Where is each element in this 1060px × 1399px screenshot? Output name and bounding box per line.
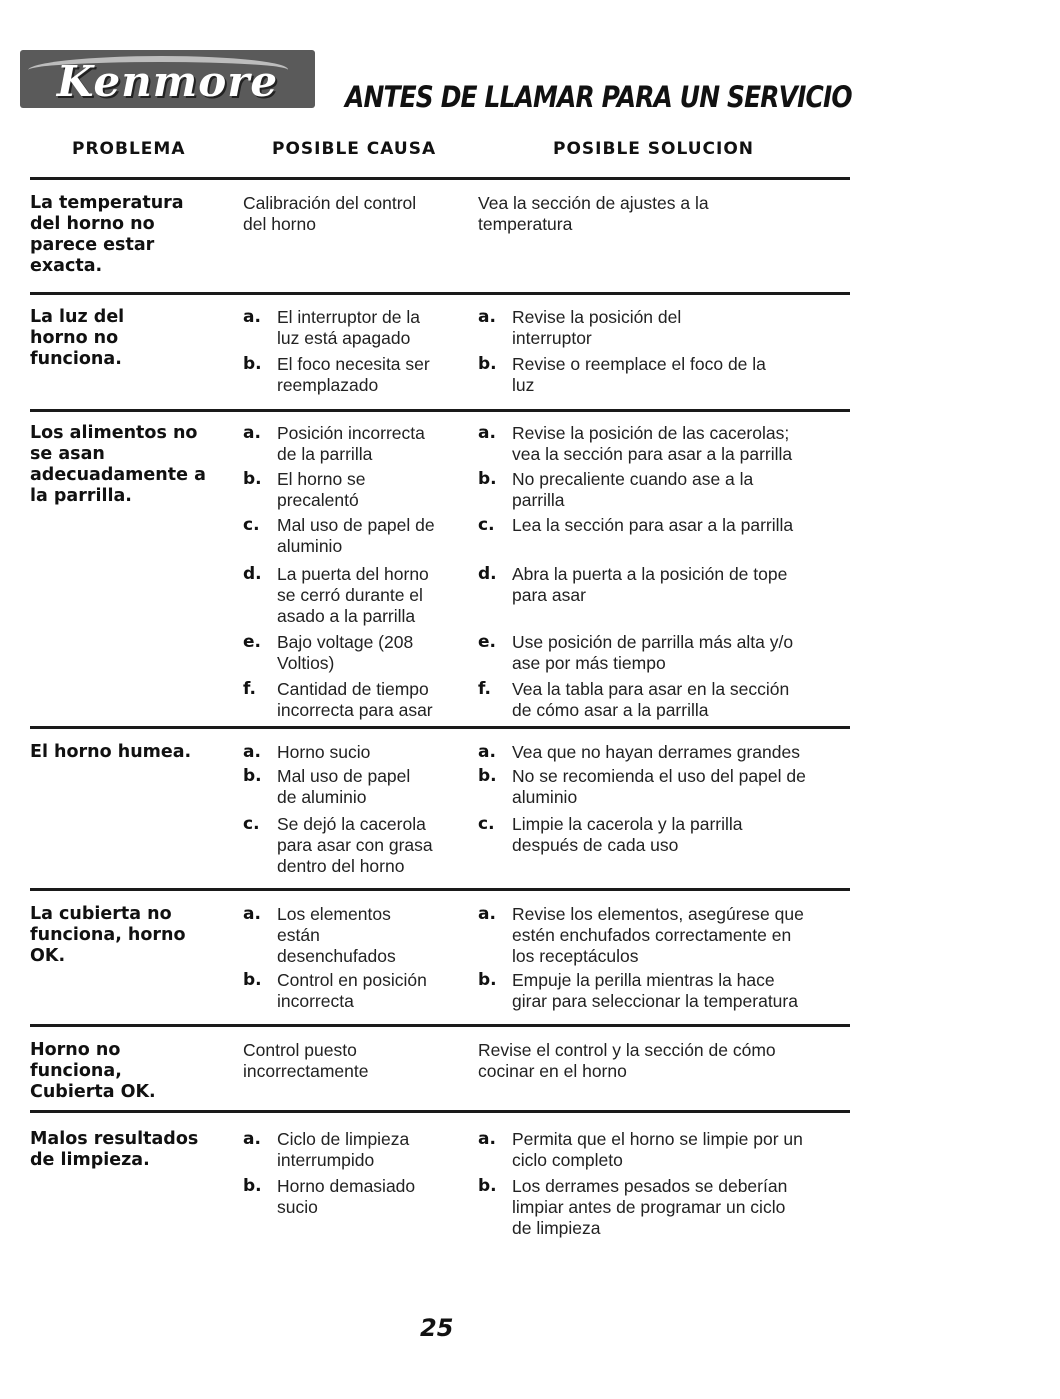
solution-item-letter: d. [478, 564, 497, 584]
text-line: incorrecta para asar [277, 700, 433, 720]
text-line: Bajo voltage (208 [277, 632, 414, 652]
text-line: Los elementos [277, 904, 391, 924]
text-line: incorrecta [277, 991, 354, 1011]
text-line: Revise la posición del [512, 307, 682, 327]
solution-item-letter: b. [478, 469, 497, 489]
cause-item-letter: b. [243, 354, 262, 374]
text-line: Horno no [30, 1040, 121, 1060]
text-line: El horno humea. [30, 742, 192, 762]
text-line: interrumpido [277, 1150, 375, 1170]
solution-item-letter: b. [478, 1176, 497, 1196]
text-line: estén enchufados correctamente en [512, 925, 792, 945]
text-line: La luz del [30, 307, 125, 327]
solution-item-text [512, 564, 787, 606]
text-line: de limpieza [512, 1218, 601, 1238]
cause-item-letter: a. [243, 423, 261, 443]
solution-item-letter: c. [478, 814, 495, 834]
text-line: Malos resultados [30, 1129, 199, 1149]
cause-item-letter: b. [243, 1176, 262, 1196]
text-line: Empuje la perilla mientras la hace [512, 970, 775, 990]
cause-item-text [277, 564, 429, 627]
page-number: 25 [420, 1314, 454, 1342]
solution-item-text [512, 766, 806, 808]
cause-item-letter: b. [243, 766, 262, 786]
text-line: girar para seleccionar la temperatura [512, 991, 798, 1011]
cause-item-letter: a. [243, 742, 261, 762]
page-title: ANTES DE LLAMAR PARA UN SERVICIO [345, 80, 852, 114]
solution-item-text [512, 1129, 803, 1171]
text-line: luz está apagado [277, 328, 411, 348]
text-line: Calibración del control [243, 193, 417, 213]
solution-item-text [512, 814, 743, 856]
solution-item-letter: b. [478, 766, 497, 786]
solution-item-text [512, 423, 792, 465]
text-line: Posición incorrecta [277, 423, 425, 443]
cause-item-letter: e. [243, 632, 261, 652]
text-line: del horno [243, 214, 316, 234]
cause-item-text [277, 307, 420, 349]
solution-text [478, 193, 709, 235]
text-line: Revise el control y la sección de cómo [478, 1040, 776, 1060]
text-line: parece estar [30, 235, 155, 255]
text-line: OK. [30, 946, 66, 966]
text-line: después de cada uso [512, 835, 679, 855]
solution-item-letter: b. [478, 970, 497, 990]
text-line: dentro del horno [277, 856, 405, 876]
cause-item-text [277, 742, 370, 763]
text-line: aluminio [277, 536, 343, 556]
text-line: Revise los elementos, asegúrese que [512, 904, 804, 924]
cause-item-text [277, 766, 410, 808]
text-line: incorrectamente [243, 1061, 369, 1081]
solution-item-text [512, 354, 766, 396]
text-line: El foco necesita ser [277, 354, 430, 374]
text-line: Horno demasiado [277, 1176, 416, 1196]
text-line: La cubierta no [30, 904, 172, 924]
problem-text [30, 742, 225, 763]
text-line: La puerta del horno [277, 564, 429, 584]
text-line: Mal uso de papel [277, 766, 411, 786]
cause-item-text [277, 814, 433, 877]
solution-item-letter: b. [478, 354, 497, 374]
problem-text [30, 1129, 225, 1171]
text-line: Revise o reemplace el foco de la [512, 354, 766, 374]
row-divider [30, 888, 850, 891]
solution-item-text [512, 632, 793, 674]
text-line: aluminio [512, 787, 578, 807]
problem-text [30, 423, 225, 507]
text-line: cocinar en el horno [478, 1061, 627, 1081]
text-line: limpiar antes de programar un ciclo [512, 1197, 786, 1217]
cause-item-letter: c. [243, 515, 260, 535]
text-line: parrilla [512, 490, 565, 510]
text-line: horno no [30, 328, 119, 348]
solution-item-letter: a. [478, 1129, 496, 1149]
solution-item-letter: a. [478, 307, 496, 327]
solution-item-letter: a. [478, 742, 496, 762]
row-divider [30, 292, 850, 295]
text-line: Permita que el horno se limpie por un [512, 1129, 803, 1149]
text-line: El interruptor de la [277, 307, 420, 327]
cause-item-letter: c. [243, 814, 260, 834]
text-line: vea la sección para asar a la parrilla [512, 444, 793, 464]
cause-item-text [277, 515, 435, 557]
text-line: Use posición de parrilla más alta y/o [512, 632, 794, 652]
text-line: temperatura [478, 214, 573, 234]
cause-item-letter: d. [243, 564, 262, 584]
text-line: para asar con grasa [277, 835, 433, 855]
cause-item-text [277, 904, 396, 967]
text-line: No se recomienda el uso del papel de [512, 766, 806, 786]
solution-item-text [512, 742, 800, 763]
cause-item-text [277, 423, 425, 465]
solution-item-letter: a. [478, 423, 496, 443]
text-line: Vea que no hayan derrames grandes [512, 742, 800, 762]
cause-item-letter: b. [243, 469, 262, 489]
text-line: para asar [512, 585, 586, 605]
row-divider [30, 409, 850, 412]
text-line: la parrilla. [30, 486, 132, 506]
text-line: de la parrilla [277, 444, 373, 464]
text-line: de cómo asar a la parrilla [512, 700, 709, 720]
problem-text [30, 1040, 225, 1103]
text-line: Los derrames pesados se deberían [512, 1176, 788, 1196]
cause-item-text [277, 970, 427, 1012]
text-line: luz [512, 375, 535, 395]
text-line: interruptor [512, 328, 592, 348]
cause-item-letter: f. [243, 679, 256, 699]
cause-item-letter: a. [243, 1129, 261, 1149]
cause-item-text [277, 1176, 415, 1218]
cause-item-text [277, 354, 430, 396]
solution-text [478, 1040, 776, 1082]
text-line: están [277, 925, 320, 945]
problem-text [30, 193, 225, 277]
cause-item-letter: a. [243, 307, 261, 327]
text-line: ciclo completo [512, 1150, 623, 1170]
text-line: Vea la tabla para asar en la sección [512, 679, 790, 699]
row-divider [30, 177, 850, 180]
text-line: de limpieza. [30, 1150, 150, 1170]
solution-item-text [512, 1176, 787, 1239]
solution-item-text [512, 307, 681, 349]
text-line: Control en posición [277, 970, 427, 990]
cause-text [243, 193, 416, 235]
header-solution: POSIBLE SOLUCION [553, 139, 755, 159]
text-line: exacta. [30, 256, 103, 276]
cause-item-letter: a. [243, 904, 261, 924]
text-line: asado a la parrilla [277, 606, 416, 626]
text-line: precalentó [277, 490, 359, 510]
text-line: funciona. [30, 349, 122, 369]
text-line: ase por más tiempo [512, 653, 666, 673]
text-line: Los alimentos no [30, 423, 198, 443]
text-line: de aluminio [277, 787, 367, 807]
text-line: se cerró durante el [277, 585, 423, 605]
text-line: Cantidad de tiempo [277, 679, 429, 699]
kenmore-logo [20, 50, 315, 108]
solution-item-text [512, 904, 804, 967]
text-line: No precaliente cuando ase a la [512, 469, 754, 489]
row-divider [30, 1110, 850, 1113]
row-divider [30, 726, 850, 729]
text-line: Ciclo de limpieza [277, 1129, 410, 1149]
problem-text [30, 307, 225, 370]
text-line: los receptáculos [512, 946, 639, 966]
text-line: Abra la puerta a la posición de tope [512, 564, 788, 584]
text-line: El horno se [277, 469, 366, 489]
solution-item-letter: c. [478, 515, 495, 535]
text-line: Voltios) [277, 653, 335, 673]
header-problem: PROBLEMA [72, 139, 186, 159]
solution-item-text [512, 679, 789, 721]
text-line: reemplazado [277, 375, 379, 395]
solution-item-letter: f. [478, 679, 491, 699]
text-line: funciona, horno [30, 925, 186, 945]
solution-item-text [512, 469, 753, 511]
text-line: Se dejó la cacerola [277, 814, 426, 834]
text-line: funciona, [30, 1061, 122, 1081]
row-divider [30, 1024, 850, 1027]
text-line: Vea la sección de ajustes a la [478, 193, 709, 213]
text-line: adecuadamente a [30, 465, 206, 485]
text-line: Revise la posición de las cacerolas; [512, 423, 790, 443]
solution-item-text [512, 515, 793, 536]
text-line: del horno no [30, 214, 155, 234]
problem-text [30, 904, 225, 967]
text-line: Limpie la cacerola y la parrilla [512, 814, 743, 834]
text-line: Horno sucio [277, 742, 371, 762]
solution-item-letter: e. [478, 632, 496, 652]
text-line: Cubierta OK. [30, 1082, 156, 1102]
text-line: se asan [30, 444, 105, 464]
text-line: La temperatura [30, 193, 184, 213]
cause-item-letter: b. [243, 970, 262, 990]
cause-item-text [277, 679, 433, 721]
text-line: Lea la sección para asar a la parrilla [512, 515, 794, 535]
solution-item-letter: a. [478, 904, 496, 924]
cause-text [243, 1040, 368, 1082]
cause-item-text [277, 469, 366, 511]
solution-item-text [512, 970, 798, 1012]
text-line: desenchufados [277, 946, 396, 966]
cause-item-text [277, 1129, 409, 1171]
text-line: sucio [277, 1197, 318, 1217]
logo-text: Kenmore [56, 57, 279, 106]
header-cause: POSIBLE CAUSA [272, 139, 437, 159]
cause-item-text [277, 632, 413, 674]
text-line: Control puesto [243, 1040, 357, 1060]
text-line: Mal uso de papel de [277, 515, 435, 535]
